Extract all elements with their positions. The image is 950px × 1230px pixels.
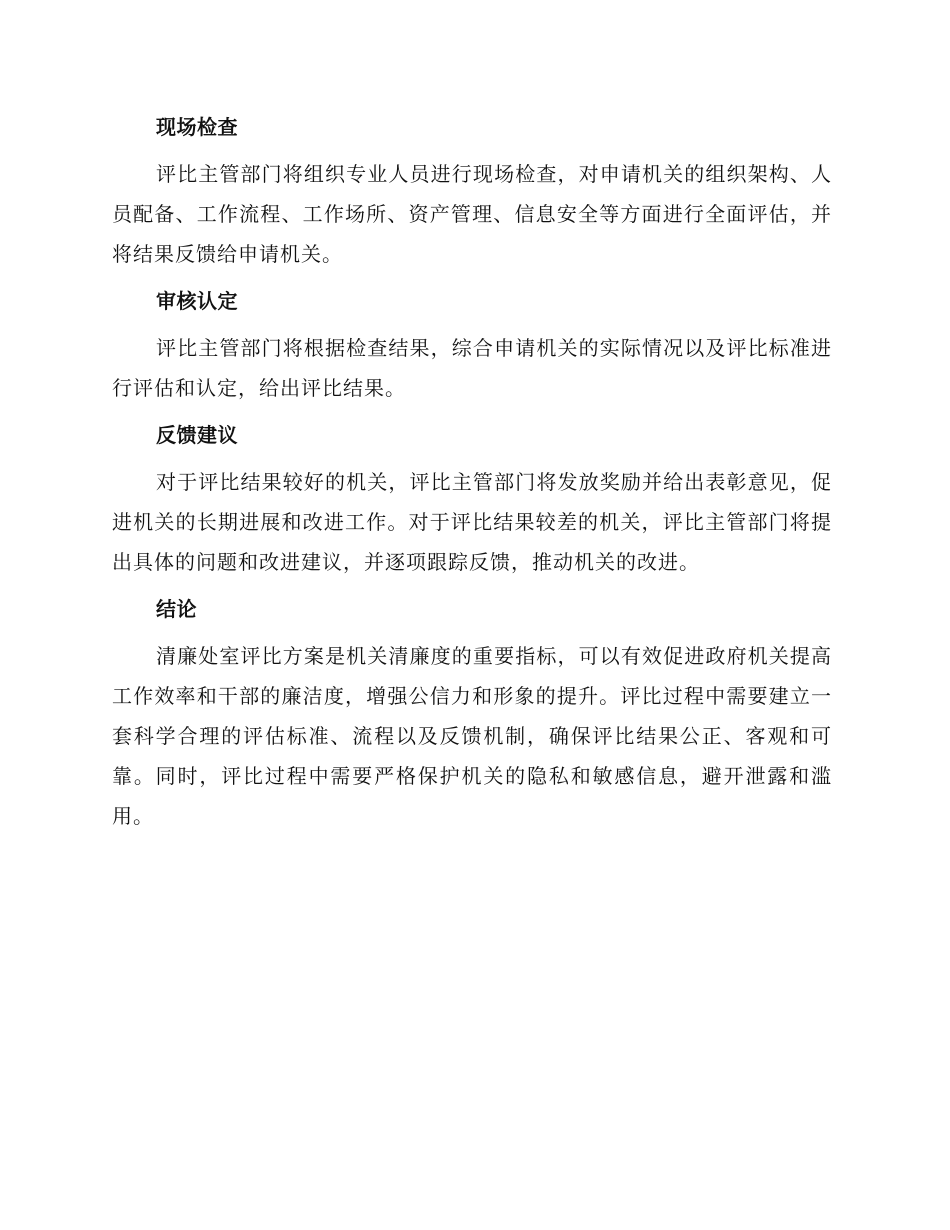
- section-heading: 反馈建议: [156, 423, 238, 447]
- section-heading: 现场检查: [156, 115, 238, 139]
- section-paragraph: 清廉处室评比方案是机关清廉度的重要指标，可以有效促进政府机关提高工作效率和干部的廉洁度，增强公信力和形象的提升。评比过程中需要建立一套科学合理的评估标准、流程以及反馈机制，确保评比结果公正、客观和可靠。同时，评比过程中需要严格保护机关的隐私和敏感信息，避开泄露和滥用。: [112, 644, 832, 828]
- section-heading: 审核认定: [156, 289, 238, 313]
- section-feedback-suggestions: [112, 420, 832, 582]
- section-review-certification: [112, 286, 832, 408]
- section-conclusion: [112, 594, 832, 836]
- document-content: [112, 112, 832, 848]
- section-onsite-inspection: [112, 112, 832, 274]
- section-paragraph: 评比主管部门将组织专业人员进行现场检查，对申请机关的组织架构、人员配备、工作流程、工作场所、资产管理、信息安全等方面进行全面评估，并将结果反馈给申请机关。: [112, 162, 832, 266]
- section-heading: 结论: [156, 597, 197, 621]
- section-paragraph: 评比主管部门将根据检查结果，综合申请机关的实际情况以及评比标准进行评估和认定，给出评比结果。: [112, 336, 832, 400]
- section-paragraph: 对于评比结果较好的机关，评比主管部门将发放奖励并给出表彰意见，促进机关的长期进展和改进工作。对于评比结果较差的机关，评比主管部门将提出具体的问题和改进建议，并逐项跟踪反馈，推动机关的改进。: [112, 470, 832, 574]
